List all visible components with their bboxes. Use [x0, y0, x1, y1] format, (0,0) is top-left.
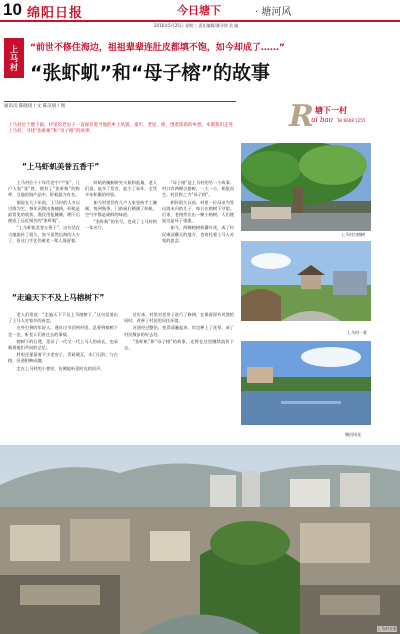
- paragraph: 相传很久以前，村里一位母亲为等出海未归的儿子，每日在榕树下守望。后来，老榕旁长出一棵小榕树，人们便说这是母子重逢。: [162, 199, 234, 224]
- brand-name-en: ui bao: [311, 116, 333, 124]
- river-photo: [241, 341, 371, 425]
- photo-caption-2: 上马村一景: [347, 330, 367, 335]
- village-panorama-photo: [0, 445, 400, 634]
- paragraph: 村里还保留着不少老房子，青砖黛瓦，木门石阶，与古榕、河道相映成趣。: [8, 352, 118, 364]
- banyan-photo: [241, 143, 371, 231]
- dateline-text: 2016年5月25日 星期三 责任编辑/潘寻智 美 编: [154, 23, 239, 28]
- paragraph: 如今，两棵榕树枝繁叶茂，成了村民乘凉聊天的地方，也寄托着上马人对家的思念。: [162, 225, 234, 243]
- text-column-5: [124, 312, 234, 440]
- paragraph: 走在上马村的小巷里，仿佛能听见时光的回声。: [16, 365, 105, 371]
- photo-caption-1: 上马村古榕树: [341, 232, 365, 237]
- text-column-2: [85, 180, 157, 288]
- column-brand: [289, 99, 399, 139]
- article-subtitle: “前世不修住海边，祖祖辈辈连肚皮都填不饱，如今却成了……”: [30, 43, 285, 53]
- section-title: 今日塘下: [177, 4, 221, 17]
- paragraph: “张虾虮”的名号，也成了上马村的一张名片。: [85, 219, 157, 231]
- page-number: 10: [3, 0, 22, 19]
- byline: 通讯员 陈晓琦 / 文 陈汉斌 / 图: [4, 104, 66, 109]
- paragraph: 河道经过整治，变得清澈起来，岸边种上了花草，成了村民散步的好去处。: [124, 325, 234, 337]
- paragraph: 老人们常说：“走遍天下不及上马榕树下。”这句话道出了上马人对家乡的眷恋。: [8, 312, 118, 324]
- paragraph: 据说在几十年前，上马村的人多以讨海为生，每年汛期出海捕捞，虾虮是最常见的收获。渔民用盐腌制，晒干后便成了远近闻名的“张虾虮”。: [8, 199, 80, 224]
- paragraph: 近年来，村里对老房子进行了修缮，在保留原有风貌的同时，改善了村民的居住环境。: [124, 312, 234, 324]
- brand-tel: Tel:6608 1255: [337, 118, 366, 123]
- paragraph: 在外打拼的年轻人，逢年过节回到村里，总要到榕树下坐一坐，听老人们讲过去的事情。: [8, 325, 118, 337]
- paragraph: “母子榕”是上马村的另一个故事。村口有两棵古榕树，一大一小，相依而生，村民称之为“母子榕”。: [162, 180, 234, 198]
- photo-caption-3: 塘河风光: [345, 432, 361, 437]
- paragraph: 虾虮的腌制讲究火候和盐量，老人们说，盐多了发苦，盐少了易坏，全凭多年积累的经验。: [85, 180, 157, 198]
- section-heading-1: “上马虾虮美誉五香干”: [22, 162, 100, 171]
- photo-credit: 上马村全景: [377, 626, 397, 631]
- article-headline: “张虾虮”和“母子榕”的故事: [30, 62, 270, 84]
- brand-letter: R: [289, 99, 314, 134]
- byline-rule: [4, 101, 236, 102]
- column-tag: 上马村: [4, 38, 24, 78]
- dateline: [0, 20, 400, 32]
- section-subtitle: · 塘河风: [255, 7, 292, 18]
- paragraph: 如今村里仍有几户人家坚持手工腌制，每到秋季，门前屋后晒满了虾虮，空气中都是咸鲜的味道。: [85, 199, 157, 218]
- text-column-4: [8, 312, 118, 440]
- masthead: [0, 0, 400, 20]
- section-heading-2: “走遍天下不及上马榕树下”: [12, 293, 105, 302]
- paragraph: 榕树下的石凳，见证了一代又一代上马人的成长，也承载着他们共同的记忆。: [8, 338, 118, 351]
- brand-name: 塘下一村: [315, 106, 347, 115]
- paragraph: 上马村位于十年代老字户“张”，几户人家“张”姓，便有了“张虾虮”的称呼，当地的海产品中，虾虮最为有名。: [8, 180, 80, 198]
- paragraph: “上马虾虮美誉五香干”，这句话在当地流传了很久。如今虽然出海的人少了，但这门手艺仍被老一辈人保留着。: [8, 225, 80, 243]
- article-lead: 上马村位于塘下镇，村里的老房子一直保存着当地的乡土风貌，童年、老屋、桥，透着浓浓的乡愁。本期我们走进上马村，寻找“张虾虮”和“母子榕”的故事。: [8, 123, 233, 135]
- village-photo: [241, 241, 371, 321]
- paragraph: “张虾虮”和“母子榕”的故事，还将在这里继续流传下去。: [124, 338, 234, 351]
- text-column-3: [162, 180, 234, 288]
- paper-name: 绵阳日报: [27, 6, 84, 21]
- text-column-1: [8, 180, 80, 288]
